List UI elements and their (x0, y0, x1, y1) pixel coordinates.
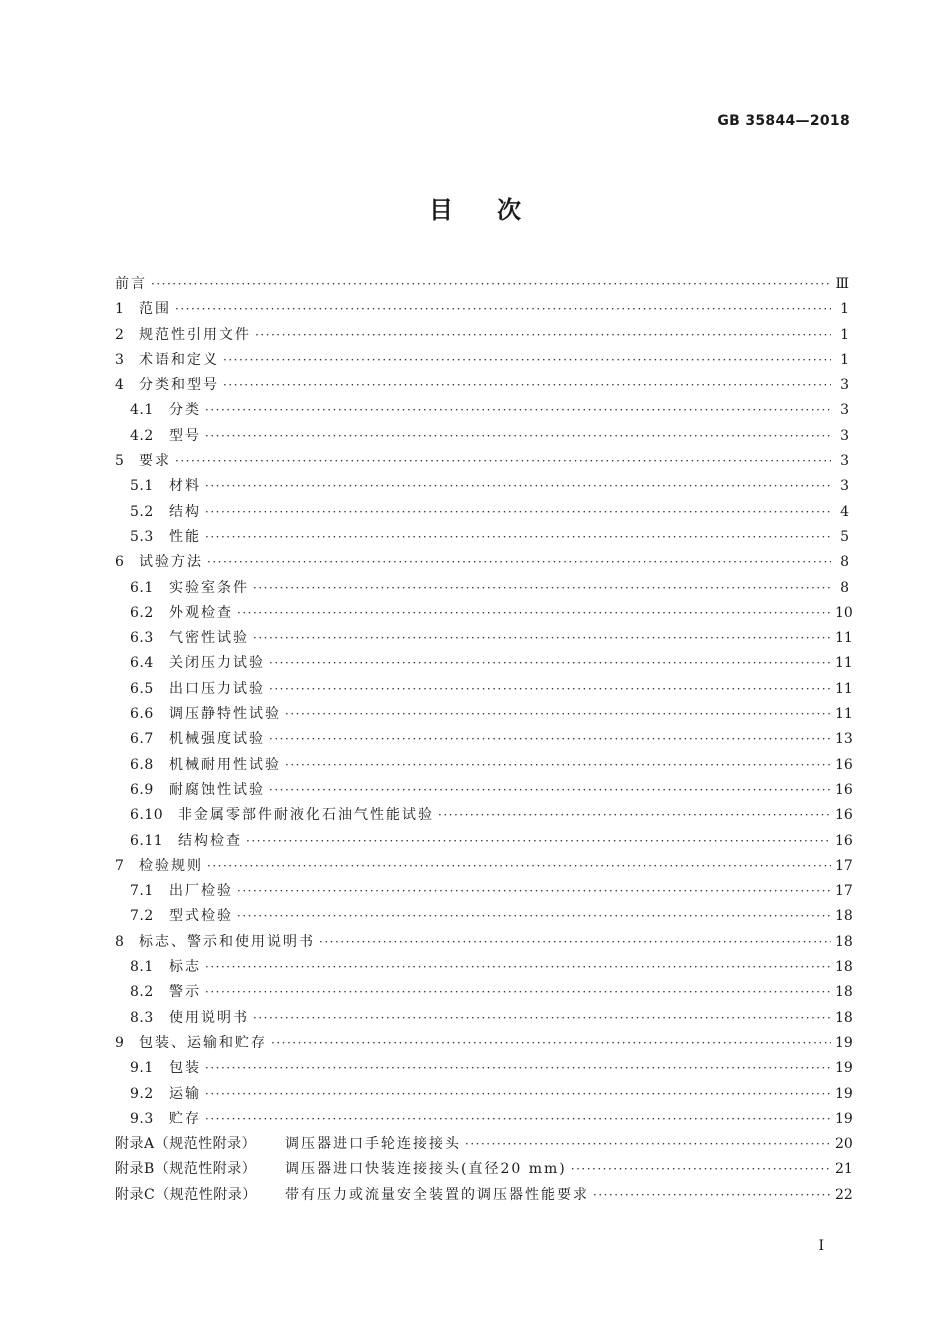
toc-entry-page: 10 (835, 604, 853, 621)
page-number: I (818, 1238, 824, 1254)
toc-leader-dots (223, 373, 831, 398)
toc-entry-label: 运输 (169, 1085, 201, 1102)
toc-entry-page: 1 (840, 326, 849, 343)
toc-entry-page: 22 (835, 1186, 853, 1203)
toc-entry-label: 分类 (169, 402, 201, 419)
title-part-2: 次 (497, 196, 521, 224)
toc-entry[interactable] (115, 550, 849, 575)
toc-entry[interactable] (115, 1082, 853, 1107)
toc-entry-label: 检验规则 (139, 857, 203, 874)
toc-entry-page: 5 (840, 528, 849, 545)
toc-leader-dots (175, 297, 831, 322)
toc-entry-page: 3 (840, 427, 849, 444)
toc-leader-dots (593, 1183, 831, 1208)
toc-entry-number: 7 (115, 857, 125, 874)
toc-entry-page: 19 (835, 1060, 853, 1077)
toc-entry[interactable] (115, 753, 853, 778)
toc-entry-label: 规范性引用文件 (139, 326, 251, 343)
toc-entry-page: 18 (835, 984, 853, 1001)
toc-entry-label: 使用说明书 (169, 1009, 249, 1026)
toc-leader-dots (237, 879, 831, 904)
toc-entry-number: 6.3 (130, 630, 154, 647)
toc-entry[interactable] (115, 576, 849, 601)
toc-leader-dots (269, 677, 831, 702)
toc-leader-dots (319, 930, 831, 955)
toc-entry[interactable] (115, 1132, 853, 1157)
toc-entry-label: 包装 (169, 1060, 201, 1077)
toc-entry-label: 贮存 (169, 1110, 201, 1127)
toc-leader-dots (205, 424, 831, 449)
toc-entry-number: 7.2 (130, 908, 154, 925)
toc-entry-number: 8.1 (130, 959, 154, 976)
page-title (0, 190, 950, 225)
toc-entry-label: 出口压力试验 (169, 680, 265, 697)
toc-entry[interactable] (115, 727, 853, 752)
toc-entry[interactable] (115, 525, 849, 550)
toc-entry-number: 6.9 (130, 781, 154, 798)
toc-entry-number: 6.2 (130, 604, 154, 621)
toc-leader-dots (438, 803, 831, 828)
toc-entry-page: 13 (835, 731, 853, 748)
toc-entry-label: 要求 (139, 453, 171, 470)
toc-entry-number: 附录A（规范性附录） (115, 1136, 257, 1153)
toc-entry-label: 术语和定义 (139, 351, 219, 368)
toc-entry-label: 材料 (169, 478, 201, 495)
toc-entry-page: 1 (840, 351, 849, 368)
toc-entry-label: 型号 (169, 427, 201, 444)
toc-entry-page: 16 (835, 807, 853, 824)
toc-entry-page: 3 (840, 478, 849, 495)
toc-leader-dots (205, 500, 831, 525)
toc-entry[interactable] (115, 272, 849, 297)
toc-entry[interactable] (115, 398, 849, 423)
toc-leader-dots (253, 576, 831, 601)
toc-entry[interactable] (115, 449, 849, 474)
toc-entry[interactable] (115, 1031, 853, 1056)
toc-entry-label: 外观检查 (169, 604, 233, 621)
toc-entry-label: 调压器进口手轮连接接头 (285, 1136, 461, 1153)
toc-entry-number: 6.11 (130, 832, 164, 849)
toc-entry-label: 耐腐蚀性试验 (169, 781, 265, 798)
toc-entry-number: 5.2 (130, 503, 154, 520)
toc-entry-label: 警示 (169, 984, 201, 1001)
toc-entry-label: 标志、警示和使用说明书 (139, 933, 315, 950)
toc-entry[interactable] (115, 297, 849, 322)
toc-entry-page: 21 (835, 1161, 853, 1178)
toc-entry-label: 机械耐用性试验 (169, 756, 281, 773)
toc-leader-dots (465, 1132, 831, 1157)
toc-entry-label: 性能 (169, 528, 201, 545)
toc-entry[interactable] (115, 829, 853, 854)
toc-entry-label: 分类和型号 (139, 377, 219, 394)
toc-entry-page: 18 (835, 933, 853, 950)
toc-entry[interactable] (115, 373, 849, 398)
toc-entry-label: 带有压力或流量安全装置的调压器性能要求 (285, 1186, 589, 1203)
toc-leader-dots (285, 753, 831, 778)
toc-entry[interactable] (115, 955, 853, 980)
toc-entry-page: 8 (840, 554, 849, 571)
toc-leader-dots (269, 651, 831, 676)
toc-entry-page: 3 (840, 453, 849, 470)
toc-entry[interactable] (115, 474, 849, 499)
toc-entry[interactable] (115, 854, 853, 879)
toc-leader-dots (271, 1031, 831, 1056)
toc-entry-number: 9.3 (130, 1110, 154, 1127)
toc-leader-dots (205, 474, 831, 499)
toc-entry-number: 7.1 (130, 883, 154, 900)
toc-leader-dots (223, 348, 831, 373)
toc-entry-page: 16 (835, 781, 853, 798)
toc-leader-dots (151, 272, 831, 297)
toc-entry-number: 6.8 (130, 756, 154, 773)
toc-entry-page: 3 (840, 402, 849, 419)
toc-entry[interactable] (115, 1183, 853, 1208)
toc-entry[interactable] (115, 879, 853, 904)
toc-leader-dots (285, 702, 831, 727)
toc-leader-dots (269, 778, 831, 803)
toc-entry[interactable] (115, 626, 853, 651)
toc-entry[interactable] (115, 601, 853, 626)
toc-entry-number: 6.4 (130, 655, 154, 672)
toc-entry-number: 6.10 (130, 807, 164, 824)
toc-entry-label: 调压器进口快装连接接头(直径20 mm) (285, 1161, 567, 1178)
toc-leader-dots (571, 1157, 831, 1182)
toc-entry-page: 16 (835, 756, 853, 773)
table-of-contents (115, 272, 853, 1208)
toc-entry-number: 6.7 (130, 731, 154, 748)
toc-entry-label: 型式检验 (169, 908, 233, 925)
toc-entry-number: 3 (115, 351, 125, 368)
toc-entry-page: 19 (835, 1085, 853, 1102)
toc-entry[interactable] (115, 1056, 853, 1081)
toc-entry[interactable] (115, 702, 853, 727)
toc-entry-label: 机械强度试验 (169, 731, 265, 748)
toc-entry-page: 19 (835, 1110, 853, 1127)
toc-entry[interactable] (115, 980, 853, 1005)
toc-entry-number: 6.6 (130, 706, 154, 723)
toc-entry-label: 实验室条件 (169, 579, 249, 596)
toc-entry-label: 气密性试验 (169, 630, 249, 647)
toc-entry-number: 9.1 (130, 1060, 154, 1077)
toc-entry-page: 18 (835, 1009, 853, 1026)
toc-entry-number: 6.5 (130, 680, 154, 697)
toc-leader-dots (205, 1056, 831, 1081)
toc-entry-number: 5 (115, 453, 125, 470)
toc-entry-page: 11 (835, 706, 853, 723)
toc-leader-dots (175, 449, 831, 474)
toc-entry[interactable] (115, 778, 853, 803)
toc-entry-number: 9.2 (130, 1085, 154, 1102)
title-part-1: 目 (429, 196, 453, 224)
toc-entry-number: 8 (115, 933, 125, 950)
toc-entry-number: 1 (115, 301, 125, 318)
toc-entry-number: 4.2 (130, 427, 154, 444)
toc-entry-page: 11 (835, 655, 853, 672)
toc-entry-number: 附录B（规范性附录） (115, 1161, 257, 1178)
toc-entry-label: 前言 (115, 276, 147, 292)
toc-entry-page: 11 (835, 680, 853, 697)
toc-entry-number: 8.3 (130, 1009, 154, 1026)
toc-entry-page: 1 (840, 301, 849, 318)
toc-entry-number: 5.1 (130, 478, 154, 495)
toc-leader-dots (246, 829, 831, 854)
toc-entry[interactable] (115, 424, 849, 449)
toc-entry-page: 16 (835, 832, 853, 849)
toc-entry-number: 5.3 (130, 528, 154, 545)
toc-entry-number: 附录C（规范性附录） (115, 1186, 257, 1203)
toc-entry-page: 17 (835, 857, 853, 874)
toc-entry[interactable] (115, 1157, 853, 1182)
toc-entry-label: 关闭压力试验 (169, 655, 265, 672)
toc-entry-label: 非金属零部件耐液化石油气性能试验 (178, 807, 434, 824)
toc-leader-dots (237, 601, 831, 626)
toc-entry-number: 6.1 (130, 579, 154, 596)
toc-leader-dots (205, 1082, 831, 1107)
toc-entry-number: 6 (115, 554, 125, 571)
toc-leader-dots (255, 323, 831, 348)
toc-entry[interactable] (115, 677, 853, 702)
toc-entry[interactable] (115, 500, 849, 525)
toc-entry[interactable] (115, 904, 853, 929)
toc-entry-page: Ⅲ (835, 276, 849, 292)
toc-entry[interactable] (115, 1107, 853, 1132)
toc-entry-label: 范围 (139, 301, 171, 318)
toc-leader-dots (207, 550, 831, 575)
toc-leader-dots (269, 727, 831, 752)
toc-leader-dots (205, 1107, 831, 1132)
toc-entry-page: 20 (835, 1136, 853, 1153)
toc-entry-page: 19 (835, 1034, 853, 1051)
toc-entry[interactable] (115, 323, 849, 348)
toc-leader-dots (253, 1006, 831, 1031)
toc-entry[interactable] (115, 930, 853, 955)
toc-entry-number: 4.1 (130, 402, 154, 419)
toc-leader-dots (205, 955, 831, 980)
toc-entry-page: 8 (840, 579, 849, 596)
toc-entry-page: 3 (840, 377, 849, 394)
toc-entry-number: 2 (115, 326, 125, 343)
toc-entry-label: 标志 (169, 959, 201, 976)
toc-entry-number: 4 (115, 377, 125, 394)
toc-entry-label: 试验方法 (139, 554, 203, 571)
toc-entry-label: 包装、运输和贮存 (139, 1034, 267, 1051)
toc-leader-dots (253, 626, 831, 651)
toc-entry-page: 18 (835, 908, 853, 925)
toc-leader-dots (237, 904, 831, 929)
toc-entry-page: 18 (835, 959, 853, 976)
toc-entry-number: 9 (115, 1034, 125, 1051)
toc-entry[interactable] (115, 348, 849, 373)
toc-entry-number: 8.2 (130, 984, 154, 1001)
toc-leader-dots (207, 854, 831, 879)
toc-entry[interactable] (115, 803, 853, 828)
toc-entry[interactable] (115, 651, 853, 676)
toc-entry-label: 结构检查 (178, 832, 242, 849)
toc-entry-page: 11 (835, 630, 853, 647)
toc-leader-dots (205, 980, 831, 1005)
toc-entry-page: 4 (840, 503, 849, 520)
toc-entry[interactable] (115, 1006, 853, 1031)
standard-code: GB 35844—2018 (717, 113, 850, 129)
toc-entry-page: 17 (835, 883, 853, 900)
toc-leader-dots (205, 525, 831, 550)
toc-leader-dots (205, 398, 831, 423)
toc-entry-label: 调压静特性试验 (169, 706, 281, 723)
toc-entry-label: 结构 (169, 503, 201, 520)
toc-entry-label: 出厂检验 (169, 883, 233, 900)
